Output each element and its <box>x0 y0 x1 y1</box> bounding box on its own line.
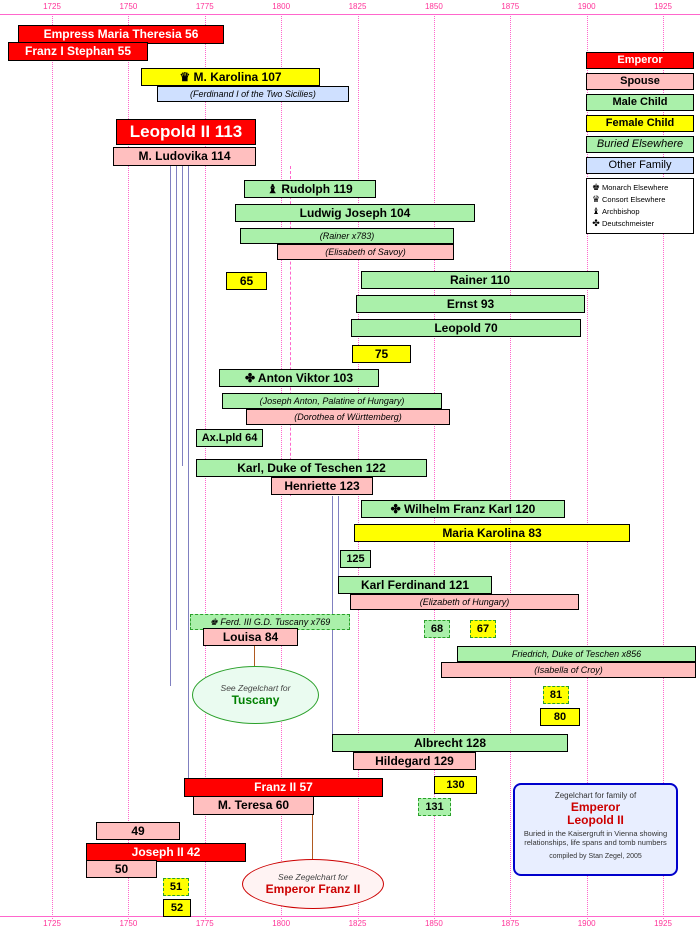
connector-line <box>338 496 339 581</box>
axis-tick-label: 1775 <box>195 919 214 928</box>
bar-joseph-anton-palatine: (Joseph Anton, Palatine of Hungary) <box>222 393 442 409</box>
bar-leopold-ii: Leopold II 113 <box>116 119 256 145</box>
bar-dorothea-wurttemberg: (Dorothea of Württemberg) <box>246 409 450 425</box>
bar-m-ludovika: M. Ludovika 114 <box>113 147 256 166</box>
axis-tick-label: 1775 <box>195 2 214 11</box>
axis-tick-label: 1875 <box>501 2 520 11</box>
see-chart-tuscany-target: Tuscany <box>231 693 280 707</box>
bar-ludwig-joseph: Ludwig Joseph 104 <box>235 204 475 222</box>
credit-line-3: Leopold II <box>567 813 624 827</box>
bar-child-49: 49 <box>96 822 180 840</box>
connector-line <box>182 166 183 466</box>
bar-isabella-of-croy: (Isabella of Croy) <box>441 662 696 678</box>
axis-tick-label: 1925 <box>654 2 672 11</box>
legend-icon-list <box>586 178 694 234</box>
bar-ernst-93: Ernst 93 <box>356 295 585 313</box>
axis-tick-label: 1750 <box>119 2 138 11</box>
connector-line <box>188 166 189 788</box>
bar-child-81: 81 <box>543 686 569 704</box>
credit-line-1: Zegelchart for family of <box>554 791 637 800</box>
axis-tick-label: 1900 <box>577 919 596 928</box>
connector-line <box>170 166 171 686</box>
legend-swatch-male: Male Child <box>586 94 694 111</box>
bar-child-51: 51 <box>163 878 189 896</box>
see-chart-tuscany-caption: See Zegelchart for <box>220 683 291 693</box>
bar-joseph-ii-42: Joseph II 42 <box>86 843 246 862</box>
axis-tick-label: 1800 <box>272 2 291 11</box>
bar-child-131: 131 <box>418 798 451 816</box>
bar-henriette-123: Henriette 123 <box>271 477 373 495</box>
legend-archbishop-icon: ♝ <box>591 207 601 217</box>
legend-swatch-female: Female Child <box>586 115 694 132</box>
connector-line <box>176 166 177 630</box>
timeline-bottom-rule <box>0 916 700 917</box>
bar-karl-ferdinand-121: Karl Ferdinand 121 <box>338 576 492 594</box>
axis-tick-label: 1850 <box>424 2 443 11</box>
bar-rainer-110: Rainer 110 <box>361 271 599 289</box>
connector-line <box>254 646 255 668</box>
bar-elisabeth-of-savoy: (Elisabeth of Savoy) <box>277 244 454 260</box>
axis-tick-label: 1875 <box>501 919 520 928</box>
legend <box>586 52 694 234</box>
bar-ferdinand-i-two-sicilies: (Ferdinand I of the Two Sicilies) <box>157 86 349 102</box>
axis-tick-label: 1750 <box>119 919 138 928</box>
bar-ferd-iii-tuscany: ♚ Ferd. III G.D. Tuscany x769 <box>190 614 350 630</box>
bar-child-65: 65 <box>226 272 267 290</box>
legend-icon-row <box>590 206 690 218</box>
bar-wilhelm-franz-karl: ✤ Wilhelm Franz Karl 120 <box>361 500 565 518</box>
legend-swatch-spouse: Spouse <box>586 73 694 90</box>
legend-swatch-buried: Buried Elsewhere <box>586 136 694 153</box>
bar-franz-ii-57: Franz II 57 <box>184 778 383 797</box>
legend-deutschmeister-icon: ✤ <box>592 219 600 229</box>
bar-elizabeth-of-hungary: (Elizabeth of Hungary) <box>350 594 579 610</box>
bar-maria-karolina-83: Maria Karolina 83 <box>354 524 630 542</box>
see-chart-emperor-franz-ii-caption: See Zegelchart for <box>278 872 348 882</box>
gridline <box>52 14 53 919</box>
credit-box <box>513 783 678 876</box>
legend-icon-label: Consort Elsewhere <box>602 195 666 204</box>
bar-child-68: 68 <box>424 620 450 638</box>
legend-swatch-emperor: Emperor <box>586 52 694 69</box>
bar-albrecht-128: Albrecht 128 <box>332 734 568 752</box>
bar-leopold-70: Leopold 70 <box>351 319 581 337</box>
bar-child-50: 50 <box>86 860 157 878</box>
bar-ax-lpld-64: Ax.Lpld 64 <box>196 429 263 447</box>
legend-icon-label: Monarch Elsewhere <box>602 183 669 192</box>
bar-m-teresa-60: M. Teresa 60 <box>193 796 314 815</box>
bar-child-80: 80 <box>540 708 580 726</box>
bar-child-75: 75 <box>352 345 411 363</box>
bar-friedrich-duke-of-teschen: Friedrich, Duke of Teschen x856 <box>457 646 696 662</box>
see-chart-emperor-franz-ii[interactable] <box>242 859 384 909</box>
credit-line-2: Emperor <box>570 800 621 814</box>
legend-consort-elsewhere-icon: ♛ <box>591 195 601 205</box>
legend-icon-row <box>590 218 690 230</box>
bar-empress-maria-theresia: Empress Maria Theresia 56 <box>18 25 224 44</box>
axis-tick-label: 1725 <box>43 919 61 928</box>
bar-m-karolina: ♛ M. Karolina 107 <box>141 68 320 86</box>
legend-icon-row <box>590 194 690 206</box>
axis-tick-label: 1900 <box>577 2 596 11</box>
legend-monarch-elsewhere-icon: ♚ <box>591 183 601 193</box>
axis-tick-label: 1725 <box>43 2 61 11</box>
bar-hildegard-129: Hildegard 129 <box>353 752 476 770</box>
credit-line-4: Buried in the Kaisergruft in Vienna showing relationships, life spans and tomb numbers <box>523 829 668 847</box>
gridline <box>510 14 511 919</box>
axis-tick-label: 1825 <box>348 919 367 928</box>
axis-tick-label: 1850 <box>424 919 443 928</box>
timeline-top-rule <box>0 14 700 15</box>
legend-icon-label: Archbishop <box>602 207 640 216</box>
axis-tick-label: 1925 <box>654 919 672 928</box>
bar-franz-i-stephan: Franz I Stephan 55 <box>8 42 148 61</box>
legend-swatches <box>586 52 694 174</box>
see-chart-tuscany[interactable] <box>192 666 319 724</box>
see-chart-emperor-franz-ii-target: Emperor Franz II <box>265 882 361 896</box>
bar-child-125: 125 <box>340 550 371 568</box>
bar-rainer-x783: (Rainer x783) <box>240 228 454 244</box>
bar-karl-duke-of-teschen: Karl, Duke of Teschen 122 <box>196 459 427 477</box>
bar-louisa-84: Louisa 84 <box>203 628 298 646</box>
bar-rudolph: ♝ Rudolph 119 <box>244 180 376 198</box>
legend-icon-row <box>590 182 690 194</box>
legend-swatch-other: Other Family <box>586 157 694 174</box>
legend-icon-label: Deutschmeister <box>602 219 655 228</box>
bar-child-52: 52 <box>163 899 191 917</box>
bar-child-67: 67 <box>470 620 496 638</box>
axis-tick-label: 1800 <box>272 919 291 928</box>
axis-tick-label: 1825 <box>348 2 367 11</box>
bar-child-130: 130 <box>434 776 477 794</box>
bar-anton-viktor: ✤ Anton Viktor 103 <box>219 369 379 387</box>
credit-line-5: compiled by Stan Zegel, 2005 <box>549 853 642 860</box>
